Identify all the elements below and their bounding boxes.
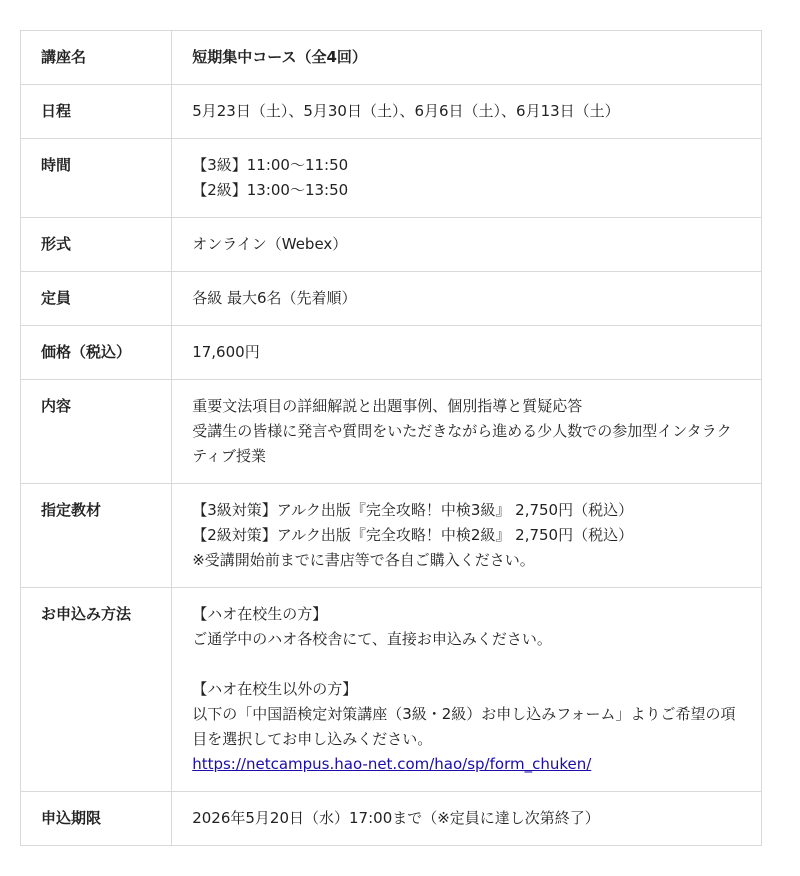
apply-label: お申込み方法 [21, 588, 172, 792]
table-row-price [21, 326, 762, 380]
course-info-panel [20, 30, 762, 846]
table-row-schedule [21, 85, 762, 139]
content-label: 内容 [21, 380, 172, 484]
table-row-capacity [21, 272, 762, 326]
table-row-textbook [21, 484, 762, 588]
time-label: 時間 [21, 139, 172, 218]
deadline-value: 2026年5月20日（水）17:00まで（※定員に達し次第終了） [172, 792, 762, 846]
course-name-value: 短期集中コース（全4回） [172, 31, 762, 85]
table-row-apply [21, 588, 762, 792]
table-row-course [21, 31, 762, 85]
application-form-link[interactable]: https://netcampus.hao-net.com/hao/sp/form_chuken/ [192, 755, 592, 773]
apply-other-heading: 【ハオ在校生以外の方】 [192, 680, 358, 698]
price-value: 17,600円 [172, 326, 762, 380]
table-row-format [21, 218, 762, 272]
textbook-value [172, 484, 762, 588]
textbook-line-2kyu: 【2級対策】アルク出版『完全攻略！中検2級』 2,750円（税込） [192, 526, 634, 544]
apply-other-text: 以下の「中国語検定対策講座（3級・2級）お申し込みフォーム」よりご希望の項目を選択してお申し込みください。 [192, 705, 736, 748]
format-value: オンライン（Webex） [172, 218, 762, 272]
content-line: 重要文法項目の詳細解説と出題事例、個別指導と質疑応答 [192, 397, 583, 415]
table-row-content [21, 380, 762, 484]
apply-current-heading: 【ハオ在校生の方】 [192, 605, 328, 623]
time-value [172, 139, 762, 218]
deadline-label: 申込期限 [21, 792, 172, 846]
schedule-value: 5月23日（土）、5月30日（土）、6月6日（土）、6月13日（土） [172, 85, 762, 139]
format-label: 形式 [21, 218, 172, 272]
time-line-2kyu: 【2級】13:00～13:50 [192, 181, 349, 199]
textbook-label: 指定教材 [21, 484, 172, 588]
apply-value [172, 588, 762, 792]
textbook-line-3kyu: 【3級対策】アルク出版『完全攻略！中検3級』 2,750円（税込） [192, 501, 634, 519]
course-name-label: 講座名 [21, 31, 172, 85]
price-label: 価格（税込） [21, 326, 172, 380]
capacity-value: 各級 最大6名（先着順） [172, 272, 762, 326]
apply-spacer [192, 652, 741, 677]
apply-current-text: ご通学中のハオ各校舎にて、直接お申込みください。 [192, 630, 552, 648]
schedule-label: 日程 [21, 85, 172, 139]
table-row-deadline [21, 792, 762, 846]
content-value [172, 380, 762, 484]
capacity-label: 定員 [21, 272, 172, 326]
time-line-3kyu: 【3級】11:00～11:50 [192, 156, 349, 174]
table-row-time [21, 139, 762, 218]
course-info-table [20, 30, 762, 846]
textbook-note: ※受講開始前までに書店等で各自ご購入ください。 [192, 551, 535, 569]
content-line: 受講生の皆様に発言や質問をいただきながら進める少人数での参加型インタラクティブ授業 [192, 422, 732, 465]
